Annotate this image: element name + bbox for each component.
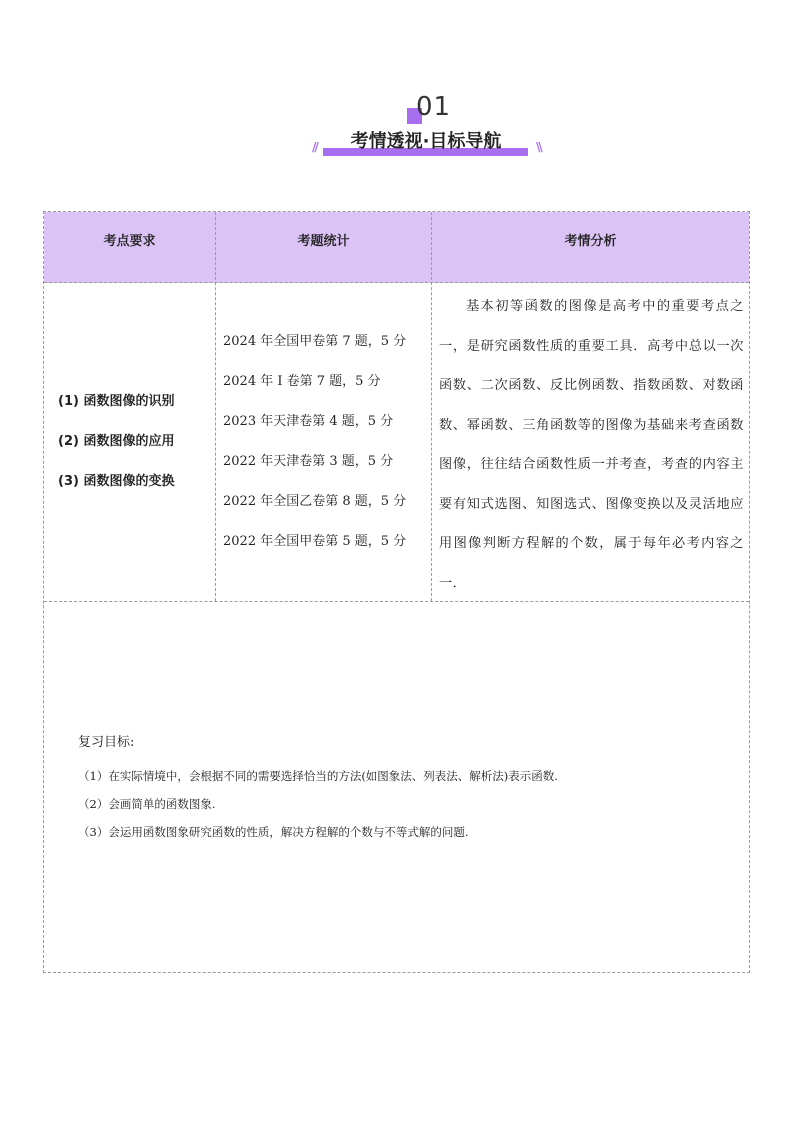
section-header bbox=[0, 92, 794, 162]
section-title: 考情透视·目标导航 bbox=[350, 131, 502, 152]
analysis-paragraph: 基本初等函数的图像是高考中的重要考点之一，是研究函数性质的重要工具．高考中总以一次函数、二次函数、反比例函数、指数函数、对数函数、幂函数、三角函数等的图像为基础来考查函数图像，往往结合函数性质一并考查，考查的内容主要有知式选图、知图选式、图像变换以及灵活地应用图像判断方程解的个数，属于每年必考内容之一． bbox=[439, 299, 744, 591]
list-item: (1) 函数图像的识别 bbox=[58, 394, 175, 409]
list-item: 2022 年全国甲卷第 5 题，5 分 bbox=[223, 534, 407, 549]
list-item: （3）会运用函数图象研究函数的性质，解决方程解的个数与不等式解的问题. bbox=[78, 825, 469, 839]
review-goals bbox=[78, 732, 558, 846]
statistics-list bbox=[223, 322, 406, 562]
list-item: 2022 年天津卷第 3 题，5 分 bbox=[223, 454, 394, 469]
section-number: 01 bbox=[416, 92, 452, 122]
list-item: 2024 年 I 卷第 7 题，5 分 bbox=[223, 374, 381, 389]
left-slash-decoration: // bbox=[312, 140, 317, 154]
exam-analysis-table bbox=[43, 211, 750, 973]
header-cell-statistics: 考题统计 bbox=[297, 234, 350, 249]
list-item: (2) 函数图像的应用 bbox=[58, 434, 175, 449]
list-item: (3) 函数图像的变换 bbox=[58, 474, 175, 489]
header-cell-analysis: 考情分析 bbox=[564, 234, 617, 249]
list-item: （1）在实际情境中，会根据不同的需要选择恰当的方法(如图象法、列表法、解析法)表示函数. bbox=[78, 769, 558, 783]
list-item: （2）会画简单的函数图象. bbox=[78, 797, 216, 811]
goals-title: 复习目标: bbox=[78, 735, 135, 750]
requirements-list bbox=[58, 382, 174, 502]
right-slash-decoration: \\ bbox=[536, 140, 541, 154]
list-item: 2024 年全国甲卷第 7 题，5 分 bbox=[223, 334, 407, 349]
header-cell-requirements: 考点要求 bbox=[103, 234, 156, 249]
list-item: 2023 年天津卷第 4 题，5 分 bbox=[223, 414, 394, 429]
list-item: 2022 年全国乙卷第 8 题，5 分 bbox=[223, 494, 407, 509]
